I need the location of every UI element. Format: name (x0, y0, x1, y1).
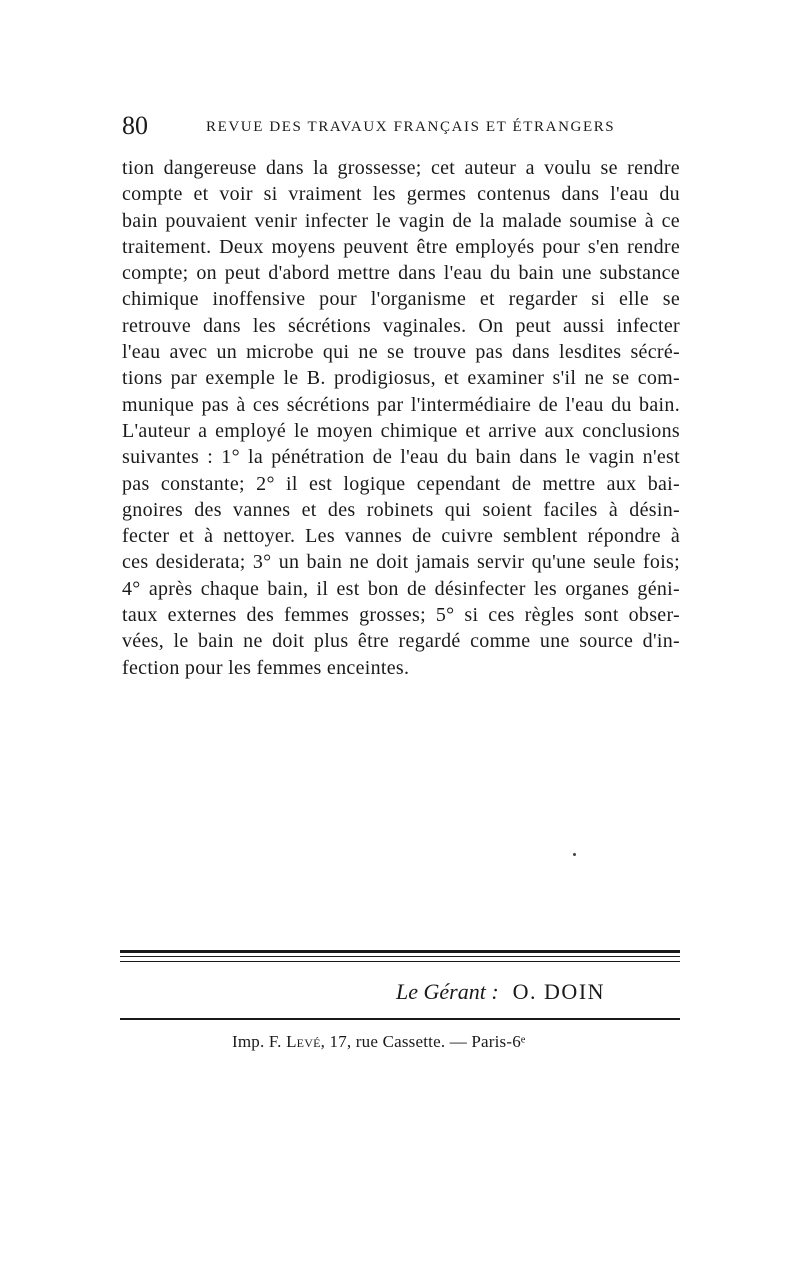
footer-rule-thin (120, 956, 680, 957)
text-line: bain pouvaient venir infecter le vagin de la malade soumise à ce (122, 209, 680, 232)
text-line: gnoires des vannes et des robinets qui soient faciles à désin- (122, 498, 680, 521)
text-line: vées, le bain ne doit plus être regardé comme une source d'in- (122, 630, 680, 653)
text-line: taux externes des femmes grosses; 5° si ces règles sont obser- (122, 604, 680, 627)
manager-label: Le Gérant : (396, 979, 499, 1004)
text-line: suivantes : 1° la pénétration de l'eau du bain dans le vagin n'est (122, 446, 680, 469)
manager-signature (396, 978, 605, 1006)
footer-rule-thin (120, 961, 680, 962)
text-line: traitement. Deux moyens peuvent être employés pour s'en rendre (122, 235, 680, 258)
text-line: 4° après chaque bain, il est bon de désinfecter les organes géni- (122, 577, 680, 600)
text-line: munique pas à ces sécrétions par l'intermédiaire de l'eau du bain. (122, 393, 680, 416)
page-header (122, 110, 680, 142)
text-line: compte; on peut d'abord mettre dans l'eau du bain une substance (122, 262, 680, 285)
imprint-rule (120, 1018, 680, 1020)
text-line: chimique inoffensive pour l'organisme et regarder si elle se (122, 288, 680, 311)
text-line: L'auteur a employé le moyen chimique et arrive aux conclusions (122, 419, 680, 442)
text-line: compte et voir si vraiment les germes contenus dans l'eau du (122, 183, 680, 206)
page-number: 80 (122, 111, 148, 140)
imprint-address: , 17, rue Cassette. — Paris-6ᵉ (320, 1032, 526, 1051)
body-paragraph (122, 155, 680, 681)
text-line: tions par exemple le B. prodigiosus, et examiner s'il ne se com- (122, 367, 680, 390)
text-line: retrouve dans les sécrétions vaginales. On peut aussi infecter (122, 314, 680, 337)
manager-name: O. DOIN (512, 979, 606, 1004)
text-line-last: fection pour les femmes enceintes. (122, 656, 410, 679)
text-line: tion dangereuse dans la grossesse; cet auteur a voulu se rendre (122, 157, 680, 179)
running-title: REVUE DES TRAVAUX FRANÇAIS ET ÉTRANGERS (206, 119, 616, 135)
imprint-printer-name: Levé (286, 1032, 321, 1051)
text-line: ces desiderata; 3° un bain ne doit jamais servir qu'une seule fois; (122, 551, 680, 574)
footer-double-rule (120, 950, 680, 953)
printer-imprint (232, 1030, 526, 1054)
text-line: fecter et à nettoyer. Les vannes de cuivre semblent répondre à (122, 525, 680, 548)
text-line: l'eau avec un microbe qui ne se trouve pas dans lesdites sécré- (122, 341, 680, 364)
print-speck (573, 853, 576, 856)
text-line: pas constante; 2° il est logique cependant de mettre aux bai- (122, 472, 680, 495)
imprint-prefix: Imp. F. (232, 1032, 282, 1051)
